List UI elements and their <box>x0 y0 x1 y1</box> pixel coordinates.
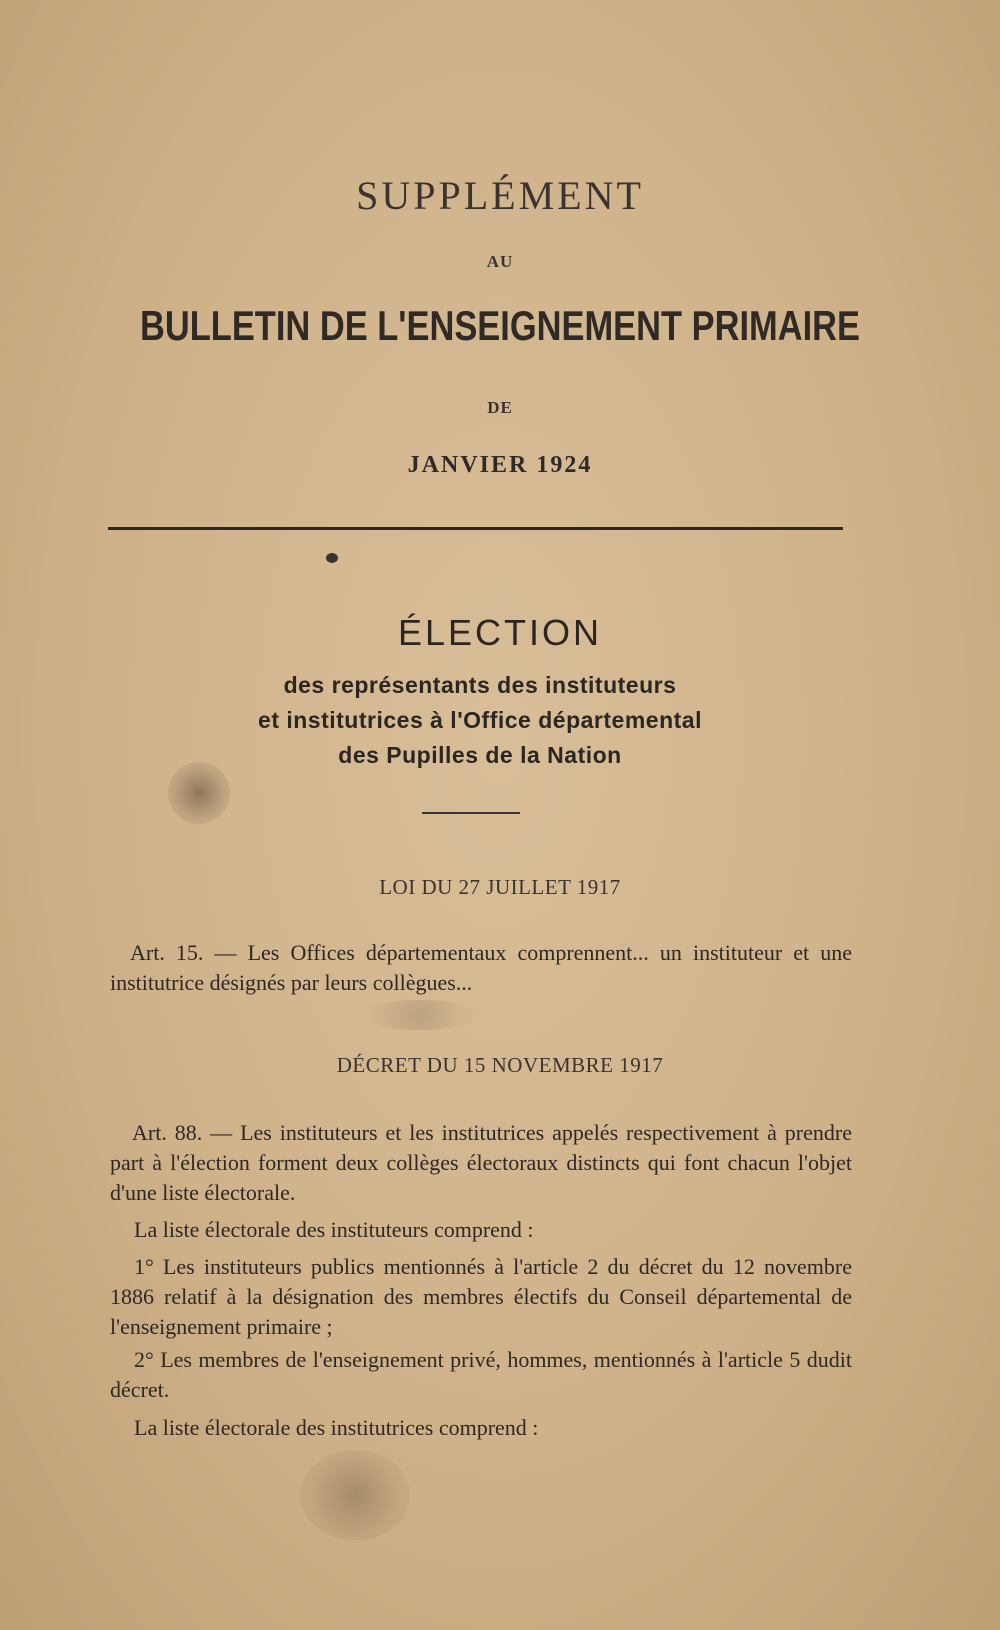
issue-date: JANVIER 1924 <box>407 452 593 478</box>
de-label: DE <box>487 398 513 417</box>
bulletin-title: BULLETIN DE L'ENSEIGNEMENT PRIMAIRE <box>140 302 860 349</box>
ornament-dot <box>326 553 338 563</box>
article-88-text: Art. 88. — Les instituteurs et les institutrices appelés respectivement à prendre part à l'élection forment deux collèges électoraux distincts qui font chacun l'objet d'une liste électorale. <box>110 1120 852 1205</box>
institutrices-list-intro: La liste électorale des institutrices comprend : <box>134 1415 539 1440</box>
list-item-2: 2° Les membres de l'enseignement privé, hommes, mentionnés à l'article 5 dudit décret. <box>110 1347 852 1402</box>
subtitle-line: des représentants des instituteurs <box>283 672 677 698</box>
election-title: ÉLECTION <box>397 612 603 653</box>
election-subtitle <box>160 668 800 773</box>
loi-article-text: Art. 15. — Les Offices départementaux comprennent... un instituteur et une institutrice désignés par leurs collègues... <box>110 940 852 995</box>
list-item-1: 1° Les instituteurs publics mentionnés à l'article 2 du décret du 12 novembre 1886 relatif à la désignation des membres électifs du Conseil départemental de l'enseignement primaire ; <box>110 1254 852 1339</box>
decret-heading: DÉCRET DU 15 NOVEMBRE 1917 <box>336 1053 664 1077</box>
ink-stain <box>360 1000 480 1030</box>
loi-heading: LOI DU 27 JUILLET 1917 <box>379 875 621 899</box>
horizontal-rule <box>108 527 843 530</box>
instituteurs-list-intro: La liste électorale des instituteurs comprend : <box>134 1217 534 1242</box>
supplement-heading: SUPPLÉMENT <box>356 173 644 218</box>
subtitle-line: et institutrices à l'Office départemental <box>258 707 702 733</box>
ink-stain <box>300 1450 410 1540</box>
au-label: AU <box>486 252 514 271</box>
short-divider <box>422 812 520 814</box>
subtitle-line: des Pupilles de la Nation <box>338 742 622 768</box>
